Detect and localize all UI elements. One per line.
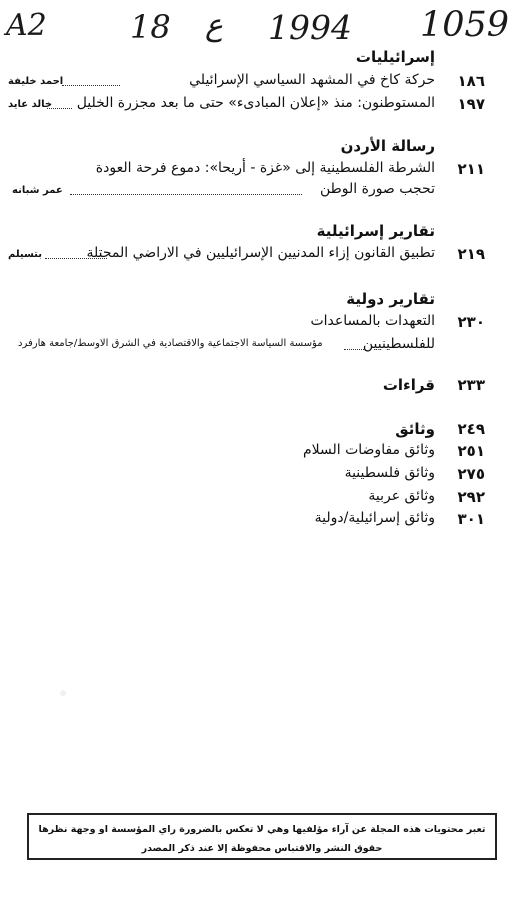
handwritten-day: 18 — [130, 8, 171, 46]
handwritten-number: 1059 — [420, 5, 510, 45]
toc-page-number: ٢٣٣ — [457, 376, 485, 394]
section-heading-jordan-letter: رسالة الأردن — [340, 137, 435, 155]
toc-entry-title: وثائق فلسطينية — [344, 465, 435, 481]
toc-entry-title: تطبيق القانون إزاء المدنيين الإسرائيليين في الاراضي المحتلة — [86, 245, 435, 261]
toc-page-number: ٢٤٩ — [457, 420, 485, 438]
toc-entry-author: مؤسسة السياسة الاجتماعية والاقتصادية في الشرق الاوسط/جامعة هارفرد — [18, 338, 323, 349]
toc-entry-title: المستوطنون: منذ «إعلان المبادىء» حتى ما بعد مجزرة الخليل — [76, 95, 435, 111]
section-heading-documents: وثائق — [395, 420, 435, 438]
toc-page-number: ٢٣٠ — [457, 313, 485, 331]
toc-entry-title-continued: للفلسطينيين — [362, 336, 435, 352]
toc-page-number: ١٩٧ — [457, 95, 485, 113]
disclaimer-line-2: حقوق النشر والاقتباس محفوظة إلا عند ذكر المصدر — [141, 843, 383, 854]
leader-dots — [344, 349, 366, 350]
toc-entry-title: حركة كاخ في المشهد السياسي الإسرائيلي — [189, 72, 435, 88]
toc-page-number: ٢١١ — [457, 160, 485, 178]
leader-dots — [70, 194, 302, 195]
toc-entry-title: وثائق إسرائيلية/دولية — [314, 510, 435, 526]
leader-dots — [45, 258, 107, 259]
toc-entry-author: احمد خليفة — [8, 76, 64, 87]
toc-page-number: ٣٠١ — [457, 510, 485, 528]
toc-entry-title: وثائق عربية — [368, 488, 435, 504]
toc-page-number: ٢٥١ — [457, 442, 485, 460]
toc-entry-author: عمر شبانه — [12, 185, 63, 196]
toc-entry-author: خالد عايد — [8, 99, 53, 110]
handwritten-code: A2 — [6, 8, 47, 43]
section-heading-readings: قراءات — [382, 376, 435, 394]
section-heading-israeli-reports: تقارير إسرائيلية — [316, 222, 435, 240]
toc-page-number: ٢٩٢ — [457, 488, 485, 506]
section-heading-israeliyat: إسرائيليات — [355, 48, 435, 66]
toc-page-number: ٢٧٥ — [457, 465, 485, 483]
handwritten-separator: ع — [205, 8, 223, 43]
handwritten-year: 1994 — [268, 8, 352, 47]
toc-entry-author: بتسيلم — [8, 249, 43, 260]
scan-speck — [60, 690, 66, 696]
toc-entry-title: وثائق مفاوضات السلام — [302, 442, 435, 458]
section-heading-international-reports: تقارير دولية — [346, 290, 435, 308]
toc-entry-title-continued: تحجب صورة الوطن — [319, 181, 435, 197]
toc-entry-title: التعهدات بالمساعدات — [310, 313, 435, 329]
disclaimer-line-1: تعبر محتويات هذه المجلة عن آراء مؤلفيها وهي لا تعكس بالضرورة راي المؤسسة او وجهة نظرها — [38, 824, 486, 835]
toc-entry-title: الشرطة الفلسطينية إلى «غزة - أريحا»: دموع فرحة العودة — [95, 160, 435, 176]
disclaimer-box — [27, 813, 497, 860]
leader-dots — [62, 85, 120, 86]
toc-page-number: ٢١٩ — [457, 245, 485, 263]
toc-page-number: ١٨٦ — [457, 72, 485, 90]
